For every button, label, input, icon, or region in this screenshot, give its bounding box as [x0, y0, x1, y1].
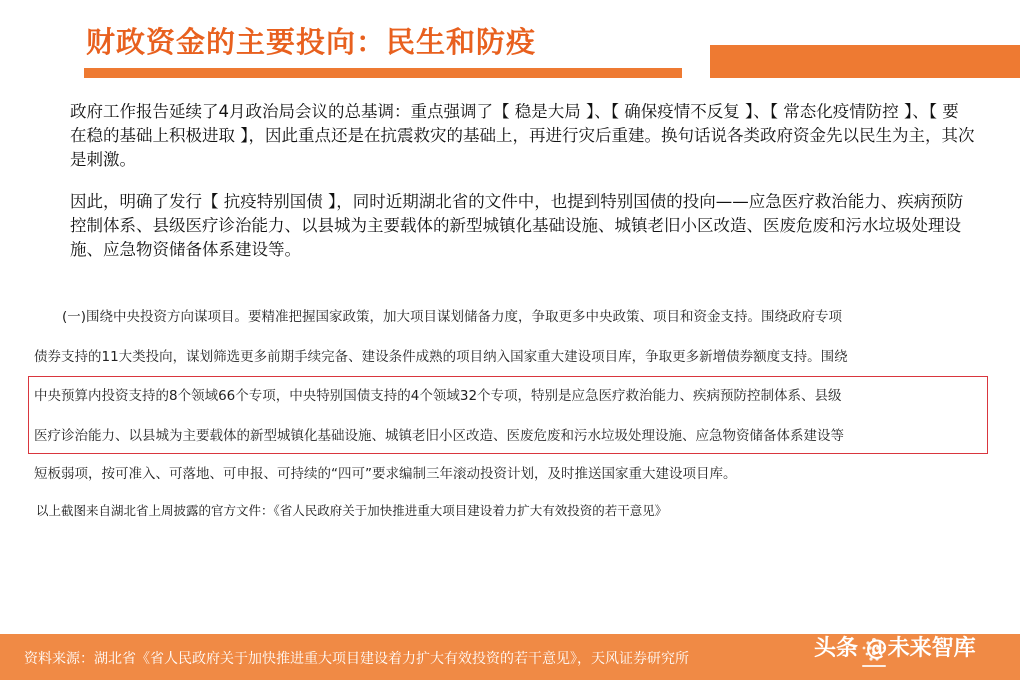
excerpt-caption: 以上截图来自湖北省上周披露的官方文件：《省人民政府关于加快推进重大项目建设着力扩大有效投资的若干意见》 — [36, 503, 668, 518]
excerpt-line: 中央预算内投资支持的8个领域66个专项，中央特别国债支持的4个领域32个专项，特别是应急医疗救治能力、疾病预防控制体系、县级 — [34, 388, 842, 404]
header-accent-block — [710, 45, 1020, 78]
body-paragraph-2: 因此，明确了发行【 抗疫特别国债 】，同时近期湖北省的文件中，也提到特别国债的投向——应急医疗救治能力、疾病预防控制体系、县级医疗诊治能力、以县城为主要载体的新型城镇化基础设施、城镇老旧小区改造、医废危废和污水垃圾处理设施、应急物资储备体系建设等。 — [70, 192, 964, 259]
source-note: 资料来源：湖北省《省人民政府关于加快推进重大项目建设着力扩大有效投资的若干意见》，天风证券研究所 — [24, 651, 689, 667]
excerpt-line: (一)围绕中央投资方向谋项目。要精准把握国家政策，加大项目谋划储备力度，争取更多中央政策、项目和资金支持。围绕政府专项 — [62, 309, 843, 325]
title-underline-bar — [84, 68, 682, 78]
body-paragraph-1: 政府工作报告延续了4月政治局会议的总基调：重点强调了【 稳是大局 】、【 确保疫情不反复 】、【 常态化疫情防控 】、【 要在稳的基础上积极进取 】，因此重点还是在抗震救灾的基础上，再进行灾后重建。换句话说各类政府资金先以民生为主，其次是刺激。 — [70, 102, 975, 169]
watermark: 头条 @未来智库 — [814, 636, 976, 661]
excerpt-line: 医疗诊治能力、以县城为主要载体的新型城镇化基础设施、城镇老旧小区改造、医废危废和污水垃圾处理设施、应急物资储备体系建设等 — [34, 428, 844, 444]
excerpt-line: 债券支持的11大类投向，谋划筛选更多前期手续完备、建设条件成熟的项目纳入国家重大建设项目库，争取更多新增债券额度支持。围绕 — [34, 349, 848, 365]
excerpt-line: 短板弱项，按可准入、可落地、可申报、可持续的“四可”要求编制三年滚动投资计划，及时推送国家重大建设项目库。 — [34, 466, 737, 482]
slide-title: 财政资金的主要投向：民生和防疫 — [86, 25, 537, 59]
